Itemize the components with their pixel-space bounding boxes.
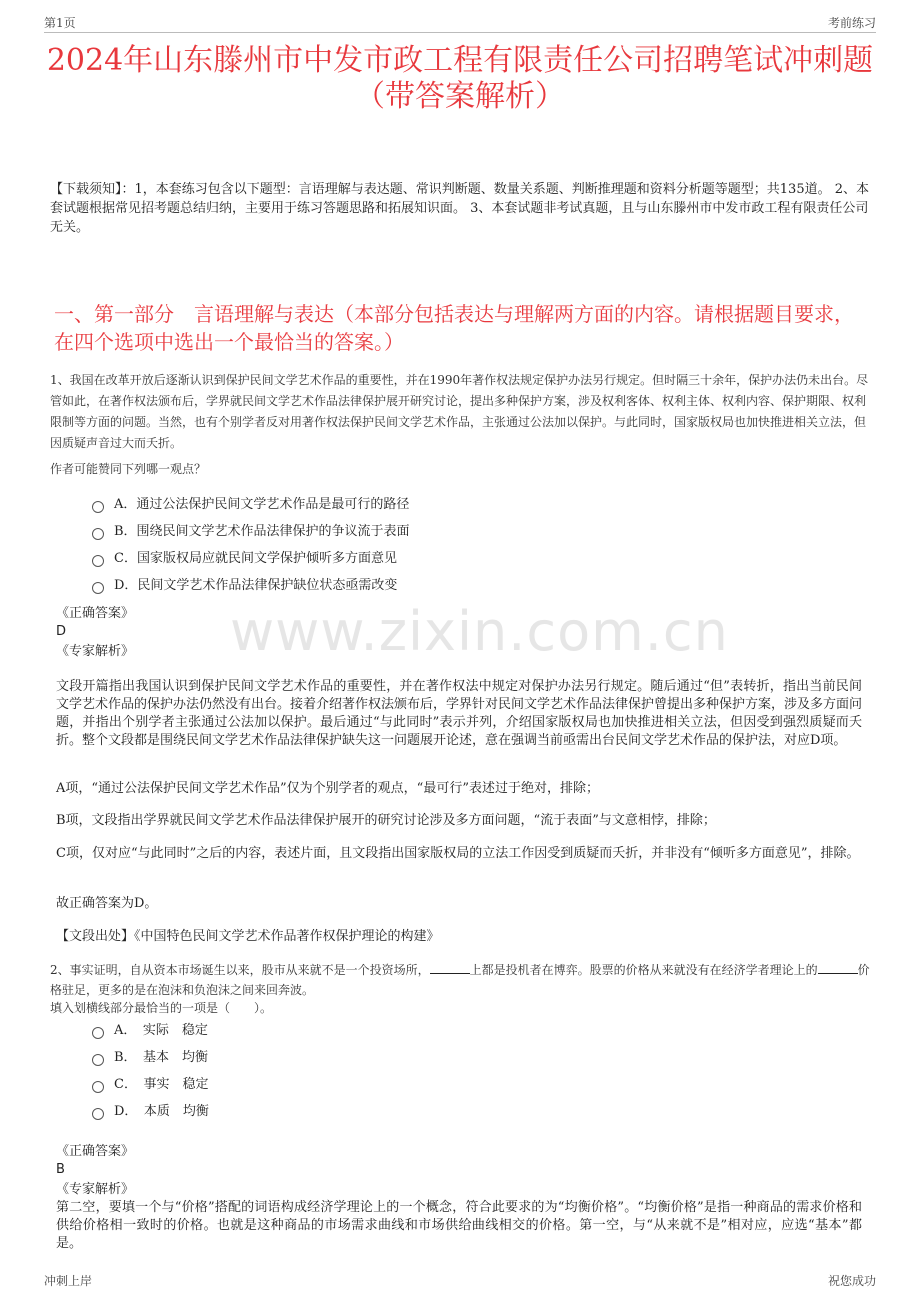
- page-header: [44, 12, 876, 33]
- question-2-text: [50, 960, 870, 1000]
- watermark: www.zixin.com.cn: [230, 600, 729, 663]
- header-label: 考前练习: [827, 16, 876, 30]
- option-label: A．通过公法保护民间文学艺术作品是最可行的路径: [114, 497, 410, 512]
- analysis-label: 《专家解析》: [56, 1182, 135, 1197]
- option-label: D． 本质 均衡: [114, 1104, 209, 1119]
- answer-value: D: [56, 624, 67, 639]
- option-label: B．围绕民间文学艺术作品法律保护的争议流于表面: [114, 524, 410, 539]
- radio-icon[interactable]: [92, 555, 104, 567]
- page-number: 第1页: [44, 16, 76, 30]
- option-b[interactable]: [92, 522, 410, 542]
- option-label: A． 实际 稳定: [114, 1023, 208, 1038]
- radio-icon[interactable]: [92, 1054, 104, 1066]
- option-b[interactable]: [92, 1048, 208, 1068]
- analysis-paragraph: 文段开篇指出我国认识到保护民间文学艺术作品的重要性，并在著作权法中规定对保护办法另行规定。随后通过“但”表转折，指出当前民间文学艺术作品的保护办法仍然没有出台。接着介绍著作权法颁布后，学界针对民间文学艺术作品法律保护曾提出多种保护方案，涉及多方面问题，并指出个别学者主张通过公法加以保护。最后通过“与此同时”表示并列，介绍国家版权局也加快推进相关立法，但因受到强烈质疑而夭折。整个文段都是围绕民间文学艺术作品法律保护缺失这一问题展开论述，意在强调当前亟需出台民间文学艺术作品的保护法，对应D项。: [56, 679, 863, 748]
- footer-left: 冲刺上岸: [44, 1274, 93, 1288]
- option-label: C．国家版权局应就民间文学保护倾听多方面意见: [114, 551, 397, 566]
- source-citation: 【文段出处】《中国特色民间文学艺术作品著作权保护理论的构建》: [56, 929, 440, 944]
- question-1-prompt: 作者可能赞同下列哪一观点？: [50, 462, 207, 476]
- question-2-text-part: 价格驻足，更多的是在泡沫和负泡沫之间来回奔波。: [50, 963, 870, 997]
- footer-right: 祝您成功: [827, 1274, 876, 1288]
- fill-blank: [430, 961, 470, 974]
- option-label: D．民间文学艺术作品法律保护缺位状态亟需改变: [114, 578, 398, 593]
- answer-label: 《正确答案》: [56, 606, 135, 621]
- option-d[interactable]: [92, 1102, 209, 1122]
- radio-icon[interactable]: [92, 1027, 104, 1039]
- page-title: 2024年山东滕州市中发市政工程有限责任公司招聘笔试冲刺题: [46, 43, 874, 78]
- option-label: C． 事实 稳定: [114, 1077, 209, 1092]
- analysis-conclusion: 故正确答案为D。: [56, 896, 158, 911]
- radio-icon[interactable]: [92, 582, 104, 594]
- analysis-paragraph: 第二空，要填一个与“价格”搭配的词语构成经济学理论上的一个概念，符合此要求的为“均衡价格”。“均衡价格”是指一种商品的需求价格和供给价格相一致时的价格。也就是这种商品的市场需求曲线和市场供给曲线相交的价格。第一空，与“从来就不是”相对应，应选“基本”都是。: [56, 1200, 862, 1251]
- answer-label: 《正确答案》: [56, 1144, 135, 1159]
- download-notice: 【下载须知】：1，本套练习包含以下题型：言语理解与表达题、常识判断题、数量关系题、判断推理题和资料分析题等题型；共135道。 2、本套试题根据常见招考题总结归纳，主要用于练习答题思路和拓展知识面。 3、本套试题非考试真题，且与山东滕州市中发市政工程有限责任公司无关。: [50, 182, 869, 235]
- option-label: B． 基本 均衡: [114, 1050, 209, 1065]
- radio-icon[interactable]: [92, 528, 104, 540]
- radio-icon[interactable]: [92, 501, 104, 513]
- fill-blank: [818, 961, 858, 974]
- question-2-prompt: 填入划横线部分最恰当的一项是（ ）。: [50, 1001, 273, 1015]
- analysis-paragraph: A项，“通过公法保护民间文学艺术作品”仅为个别学者的观点，“最可行”表述过于绝对，排除；: [56, 781, 599, 796]
- option-c[interactable]: [92, 549, 397, 569]
- option-d[interactable]: [92, 576, 397, 596]
- question-1-text: 1、我国在改革开放后逐渐认识到保护民间文学艺术作品的重要性，并在1990年著作权法规定保护办法另行规定。但时隔三十余年，保护办法仍未出台。尽管如此，在著作权法颁布后，学界就民间文学艺术作品法律保护展开研究讨论，提出多种保护方案，涉及权利客体、权利主体、权利内容、保护期限、权利限制等方面的问题。当然，也有个别学者反对用著作权法保护民间文学艺术作品，主张通过公法加以保护。与此同时，国家版权局也加快推进相关立法，但因质疑声音过大而夭折。: [50, 373, 869, 450]
- page-subtitle: （带答案解析）: [355, 79, 565, 114]
- question-2-text-part: 2、事实证明，自从资本市场诞生以来，股市从来就不是一个投资场所，: [50, 963, 430, 977]
- section-heading: 一、第一部分 言语理解与表达（本部分包括表达与理解两方面的内容。请根据题目要求，在四个选项中选出一个最恰当的答案。）: [54, 302, 854, 354]
- answer-value: B: [56, 1162, 65, 1177]
- option-a[interactable]: [92, 495, 409, 515]
- option-c[interactable]: [92, 1075, 208, 1095]
- analysis-label: 《专家解析》: [56, 644, 135, 659]
- question-2-text-part: 上都是投机者在博弈。股票的价格从来就没有在经济学者理论上的: [469, 963, 818, 977]
- option-a[interactable]: [92, 1021, 208, 1041]
- radio-icon[interactable]: [92, 1081, 104, 1093]
- radio-icon[interactable]: [92, 1108, 104, 1120]
- analysis-paragraph: B项，文段指出学界就民间文学艺术作品法律保护展开的研究讨论涉及多方面问题，“流于表面”与文意相悖，排除；: [56, 813, 716, 828]
- analysis-paragraph: C项，仅对应“与此同时”之后的内容，表述片面，且文段指出国家版权局的立法工作因受到质疑而夭折，并非没有“倾听多方面意见”，排除。: [56, 846, 860, 861]
